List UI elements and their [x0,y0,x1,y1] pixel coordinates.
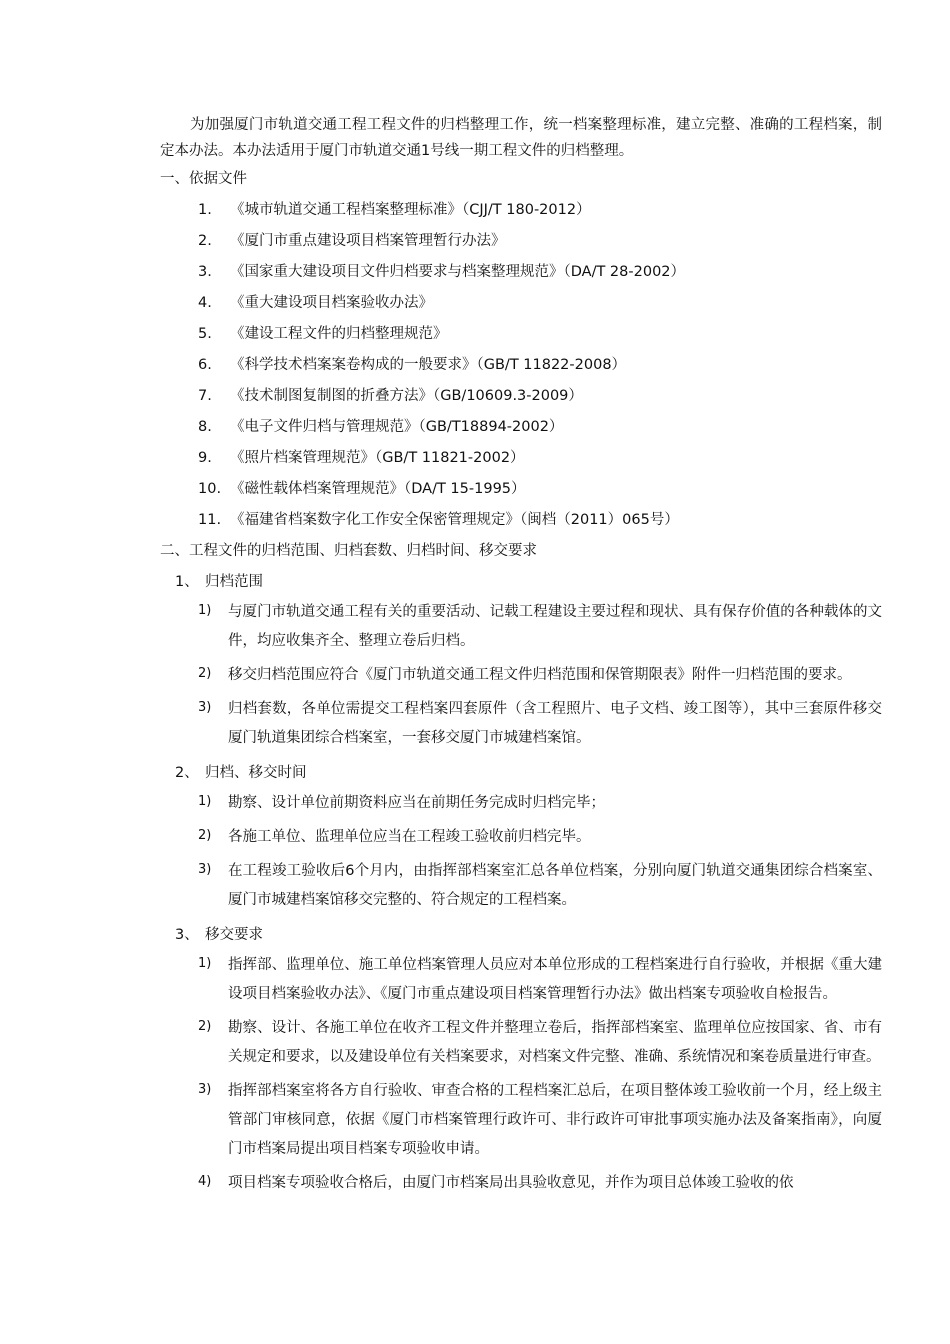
list-item [160,257,882,288]
list-item-text: 《建设工程文件的归档整理规范》 [230,326,448,342]
list-item [160,1014,882,1072]
subsection-title: 移交要求 [205,927,263,943]
list-item [160,1077,882,1164]
subsection-number: 2、 [175,765,199,781]
subsection-heading [160,758,882,789]
list-item-text: 勘察、设计单位前期资料应当在前期任务完成时归档完毕； [228,795,605,811]
document-body [160,112,882,1203]
list-item-number: 9. [198,450,212,466]
list-item [160,195,882,226]
list-item-text: 《科学技术档案案卷构成的一般要求》（GB/T 11822-2008） [230,357,627,373]
list-item [160,350,882,381]
list-item-text: 《磁性载体档案管理规范》（DA/T 15-1995） [230,481,526,497]
list-item-text: 《电子文件归档与管理规范》（GB/T18894-2002） [230,419,564,435]
intro-paragraph: 为加强厦门市轨道交通工程工程文件的归档整理工作，统一档案整理标准，建立完整、准确的工程档案，制定本办法。本办法适用于厦门市轨道交通1号线一期工程文件的归档整理。 [160,117,882,159]
list-item-text: 归档套数，各单位需提交工程档案四套原件（含工程照片、电子文档、竣工图等），其中三套原件移交厦门轨道集团综合档案室，一套移交厦门市城建档案馆。 [228,701,882,746]
subsection-number: 1、 [175,574,199,590]
subsection-number: 3、 [175,927,199,943]
list-item [160,1169,882,1198]
list-item-number: 10. [198,481,222,497]
list-item-number: 3. [198,264,212,280]
list-item [160,661,882,690]
list-item-text: 在工程竣工验收后6个月内，由指挥部档案室汇总各单位档案，分别向厦门轨道交通集团综合档案室、厦门市城建档案馆移交完整的、符合规定的工程档案。 [228,863,882,908]
list-item-text: 《重大建设项目档案验收办法》 [230,295,433,311]
subsection-heading [160,920,882,951]
list-item-number: 2) [198,828,212,843]
list-item-text: 《福建省档案数字化工作安全保密管理规定》（闽档（2011）065号） [230,512,679,528]
list-item [160,857,882,915]
list-item-text: 指挥部、监理单位、施工单位档案管理人员应对本单位形成的工程档案进行自行验收，并根据《重大建设项目档案验收办法》、《厦门市重点建设项目档案管理暂行办法》做出档案专项验收自检报告。 [228,957,882,1002]
list-item [160,695,882,753]
list-item-number: 1) [198,956,212,971]
list-item-text: 移交归档范围应符合《厦门市轨道交通工程文件归档范围和保管期限表》附件一归档范围的要求。 [228,667,852,683]
list-item [160,226,882,257]
list-item-number: 3) [198,862,212,877]
list-item-text: 各施工单位、监理单位应当在工程竣工验收前归档完毕。 [228,829,591,845]
list-item [160,319,882,350]
subsection-title: 归档范围 [205,574,263,590]
subsection-title: 归档、移交时间 [205,765,307,781]
list-item-text: 《厦门市重点建设项目档案管理暂行办法》 [230,233,506,249]
list-item-number: 2) [198,666,212,681]
list-item-number: 2) [198,1019,212,1034]
list-item-text: 《国家重大建设项目文件归档要求与档案整理规范》（DA/T 28-2002） [230,264,686,280]
list-item-number: 4. [198,295,212,311]
list-item-number: 6. [198,357,212,373]
list-item [160,443,882,474]
list-item-text: 《技术制图复制图的折叠方法》（GB/10609.3-2009） [230,388,583,404]
list-item-text: 与厦门市轨道交通工程有关的重要活动、记载工程建设主要过程和现状、具有保存价值的各种载体的文件，均应收集齐全、整理立卷后归档。 [228,604,882,649]
list-item [160,412,882,443]
list-item-text: 勘察、设计、各施工单位在收齐工程文件并整理立卷后，指挥部档案室、监理单位应按国家、省、市有关规定和要求，以及建设单位有关档案要求，对档案文件完整、准确、系统情况和案卷质量进行审查。 [228,1020,882,1065]
list-item [160,474,882,505]
list-item-number: 3) [198,700,212,715]
list-item-number: 1) [198,603,212,618]
list-item [160,598,882,656]
subsection-heading [160,567,882,598]
list-item-text: 《城市轨道交通工程档案整理标准》（CJJ/T 180-2012） [230,202,591,218]
list-item-number: 1) [198,794,212,809]
list-item [160,288,882,319]
list-item [160,789,882,818]
reference-list [160,195,882,536]
list-item-text: 指挥部档案室将各方自行验收、审查合格的工程档案汇总后，在项目整体竣工验收前一个月，经上级主管部门审核同意，依据《厦门市档案管理行政许可、非行政许可审批事项实施办法及备案指南》，向厦门市档案局提出项目档案专项验收申请。 [228,1083,882,1157]
list-item [160,381,882,412]
list-item-number: 5. [198,326,212,342]
section-2-heading: 二、工程文件的归档范围、归档套数、归档时间、移交要求 [160,543,537,559]
list-item [160,823,882,852]
list-item [160,951,882,1009]
list-item-number: 4) [198,1174,212,1189]
list-item-number: 7. [198,388,212,404]
list-item-number: 1. [198,202,212,218]
list-item-text: 《照片档案管理规范》（GB/T 11821-2002） [230,450,525,466]
list-item-text: 项目档案专项验收合格后，由厦门市档案局出具验收意见，并作为项目总体竣工验收的依 [228,1175,794,1191]
list-item-number: 11. [198,512,222,528]
section-1-heading: 一、依据文件 [160,171,247,187]
list-item-number: 3) [198,1082,212,1097]
list-item-number: 2. [198,233,212,249]
list-item-number: 8. [198,419,212,435]
list-item [160,505,882,536]
